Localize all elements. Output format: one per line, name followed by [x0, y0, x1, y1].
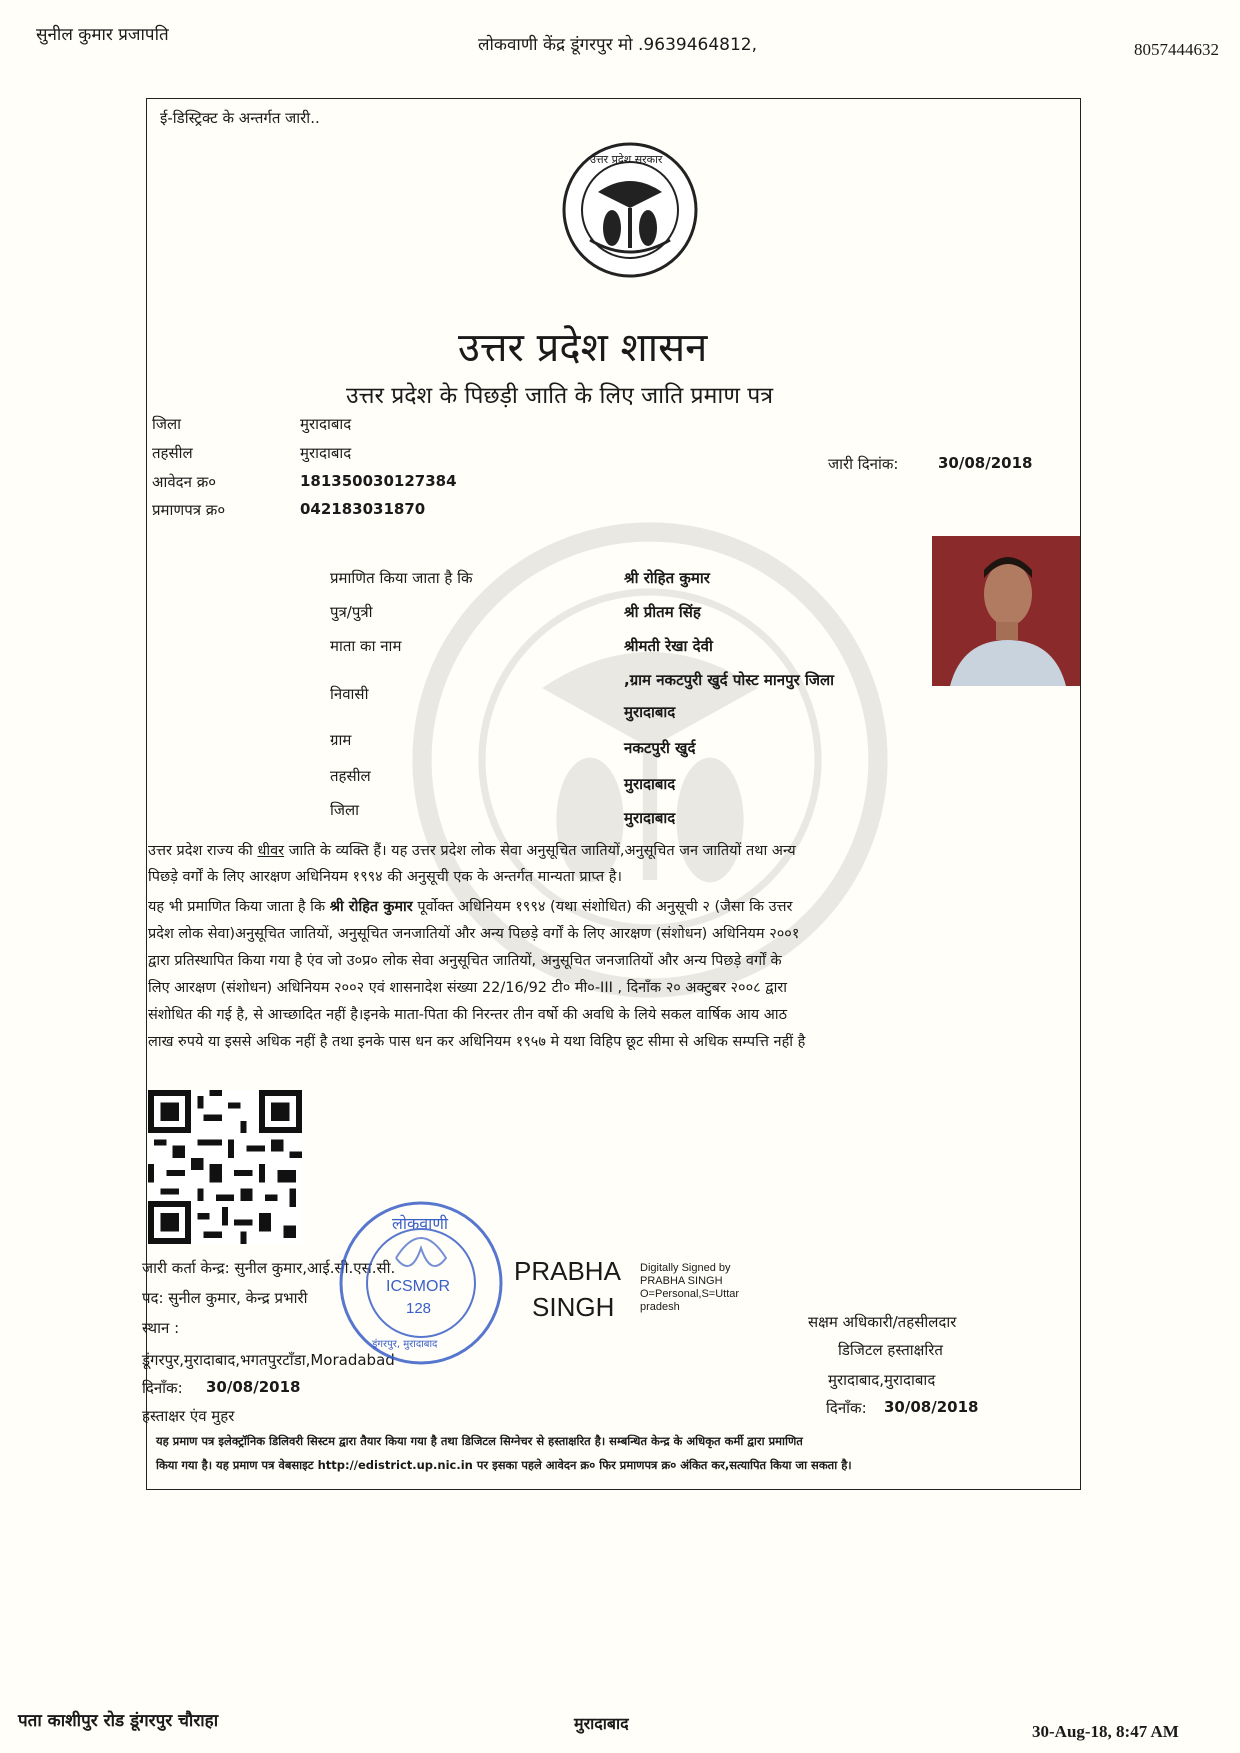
bottom-address: पता काशीपुर रोड डूंगरपुर चौराहा	[18, 1711, 219, 1731]
certificate-subtitle: उत्तर प्रदेश के पिछड़ी जाति के लिए जाति प्रमाण पत्र	[346, 383, 774, 409]
certificate-title: उत्तर प्रदेश शासन	[458, 325, 708, 371]
stamp-bottom-text: डूंगरपुर, मुरादाबाद	[372, 1339, 438, 1350]
para2-name: श्री रोहित कुमार	[329, 899, 413, 915]
details-address-line2: मुरादाबाद	[624, 703, 676, 721]
details-son-label: पुत्र/पुत्री	[330, 603, 373, 621]
para1-line1	[148, 838, 796, 864]
digital-sign-note2: PRABHA SINGH	[640, 1275, 723, 1287]
meta-district-value: मुरादाबाद	[300, 415, 352, 433]
meta-certificate-number: 042183031870	[300, 500, 426, 518]
bottom-timestamp: 30-Aug-18, 8:47 AM	[1032, 1722, 1179, 1741]
para1-caste: धीवर	[257, 843, 285, 859]
issuer-date-label: दिनाँक:	[142, 1379, 183, 1397]
para1-line2: पिछड़े वर्गों के लिए आरक्षण अधिनियम १९९४ की अनुसूची एक के अन्तर्गत मान्यता प्राप्त है।	[148, 869, 622, 885]
para1-post: जाति के व्यक्ति हैं। यह उत्तर प्रदेश लोक सेवा अनुसूचित जातियों,अनुसूचित जन जातियों तथा अन्य	[284, 843, 796, 859]
para2-line3: द्वारा प्रतिस्थापित किया गया है एंव जो उ०प्र० लोक सेवा अनुसूचित जातियों, अनुसूचित जनजातियों और अन्य पिछड़े वर्गों के	[148, 953, 782, 969]
authority-line2: डिजिटल हस्ताक्षरित	[838, 1341, 943, 1359]
issuer-sign-seal: हस्ताक्षर एंव मुहर	[142, 1407, 235, 1425]
meta-district-label: जिला	[152, 415, 182, 433]
bottom-city: मुरादाबाद	[574, 1714, 629, 1733]
issuer-place: डूंगरपुर,मुरादाबाद,भगतपुरटाँडा,Moradabad	[142, 1351, 395, 1369]
authority-date-value: 30/08/2018	[884, 1398, 979, 1416]
details-tehsil-label: तहसील	[330, 767, 371, 785]
para2-line6: लाख रुपये या इससे अधिक नहीं है तथा इनके पास धन कर अधिनियम १९५७ मे यथा विहिप छूट सीमा से अधिक सम्पत्ति नहीं है	[148, 1034, 806, 1050]
para2-line5: संशोधित की गई है, से आच्छादित नहीं है।इनके माता-पिता की निरन्तर तीन वर्षो की अवधि के लिये सकल वार्षिक आय आठ	[148, 1007, 788, 1023]
details-certified-label: प्रमाणित किया जाता है कि	[330, 569, 473, 587]
para1-pre: उत्तर प्रदेश राज्य की	[148, 843, 258, 859]
authority-date-label: दिनाँक:	[826, 1399, 867, 1417]
meta-tehsil-label: तहसील	[152, 444, 193, 462]
authority-line1: सक्षम अधिकारी/तहसीलदार	[808, 1313, 957, 1331]
issuer-post: पद: सुनील कुमार, केन्द्र प्रभारी	[142, 1289, 308, 1307]
details-tehsil: मुरादाबाद	[624, 775, 676, 793]
issue-date-value: 30/08/2018	[938, 454, 1033, 472]
details-father: श्री प्रीतम सिंह	[624, 603, 701, 621]
signer-name-line1: PRABHA	[514, 1256, 621, 1286]
details-village-label: ग्राम	[330, 731, 352, 749]
details-address-line1: ,ग्राम नकटपुरी खुर्द पोस्ट मानपुर जिला	[624, 671, 835, 689]
meta-application-label: आवेदन क्र०	[152, 473, 217, 491]
details-village: नकटपुरी खुर्द	[624, 739, 696, 757]
applicant-photo	[932, 536, 1080, 686]
issuer-place-label: स्थान :	[142, 1319, 180, 1337]
digital-sign-note4: pradesh	[640, 1301, 680, 1313]
details-resident-label: निवासी	[330, 685, 369, 703]
para2-line2: प्रदेश लोक सेवा)अनुसूचित जातियों, अनुसूचित जनजातियों और अन्य पिछड़े वर्गों के लिए आरक्षण (संशोधन) अधिनियम २००१	[148, 926, 800, 942]
signer-name-line2: SINGH	[532, 1292, 615, 1322]
header-center-contact: लोकवाणी केंद्र डूंगरपुर मो .9639464812,	[478, 35, 757, 55]
para2-line1	[148, 894, 793, 920]
details-district-label: जिला	[330, 801, 360, 819]
para2-post: पूर्वोक्त अधिनियम १९९४ (यथा संशोधित) की अनुसूची २ (जैसा कि उत्तर	[412, 899, 793, 915]
issuer-centre: जारी कर्ता केन्द्र: सुनील कुमार,आई.सी.एस.सी.	[142, 1259, 396, 1277]
emblem-text: उत्तर प्रदेश सरकार	[590, 153, 663, 166]
meta-certificate-label: प्रमाणपत्र क्र०	[152, 501, 226, 519]
digital-sign-note1: Digitally Signed by	[640, 1262, 731, 1274]
centre-stamp	[336, 1198, 506, 1368]
para2-pre: यह भी प्रमाणित किया जाता है कि	[148, 899, 330, 915]
footer-note-line2: किया गया है। यह प्रमाण पत्र वेबसाइट http://edistrict.up.nic.in पर इसका पहले आवेदन क्र० फिर प्रमाणपत्र क्र० अंकित कर,सत्यापित किया जा सकता है।	[156, 1458, 852, 1472]
issuer-date-value: 30/08/2018	[206, 1378, 301, 1396]
para2-line4: लिए आरक्षण (संशोधन) अधिनियम २००२ एवं शासनादेश संख्या 22/16/92 टी० मी०-III , दिनाँक २० अक्टुबर २००८ द्वारा	[148, 980, 788, 996]
qr-code	[148, 1088, 302, 1246]
authority-line3: मुरादाबाद,मुरादाबाद	[828, 1371, 936, 1389]
details-mother-label: माता का नाम	[330, 637, 402, 655]
details-mother: श्रीमती रेखा देवी	[624, 637, 713, 655]
stamp-number: 128	[406, 1300, 432, 1317]
details-name: श्री रोहित कुमार	[624, 569, 710, 587]
stamp-top-text: लोकवाणी	[392, 1214, 449, 1233]
digital-sign-note3: O=Personal,S=Uttar	[640, 1288, 740, 1300]
header-right-phone: 8057444632	[1134, 40, 1219, 59]
details-district: मुरादाबाद	[624, 809, 676, 827]
footer-note-line1: यह प्रमाण पत्र इलेक्ट्रॉनिक डिलिवरी सिस्टम द्वारा तैयार किया गया है तथा डिजिटल सिग्नेचर से हस्ताक्षरित है। सम्बन्धित केन्द्र के अधिकृत कर्मी द्वारा प्रमाणित	[156, 1434, 803, 1448]
meta-tehsil-value: मुरादाबाद	[300, 444, 352, 462]
header-left-name: सुनील कुमार प्रजापति	[36, 25, 169, 45]
meta-application-number: 181350030127384	[300, 472, 457, 490]
issue-date-label: जारी दिनांक:	[828, 455, 899, 473]
issued-under-text: ई-डिस्ट्रिक्ट के अन्तर्गत जारी..	[160, 109, 320, 127]
digital-sign-note	[640, 1262, 739, 1314]
stamp-code: ICSMOR	[386, 1278, 450, 1295]
